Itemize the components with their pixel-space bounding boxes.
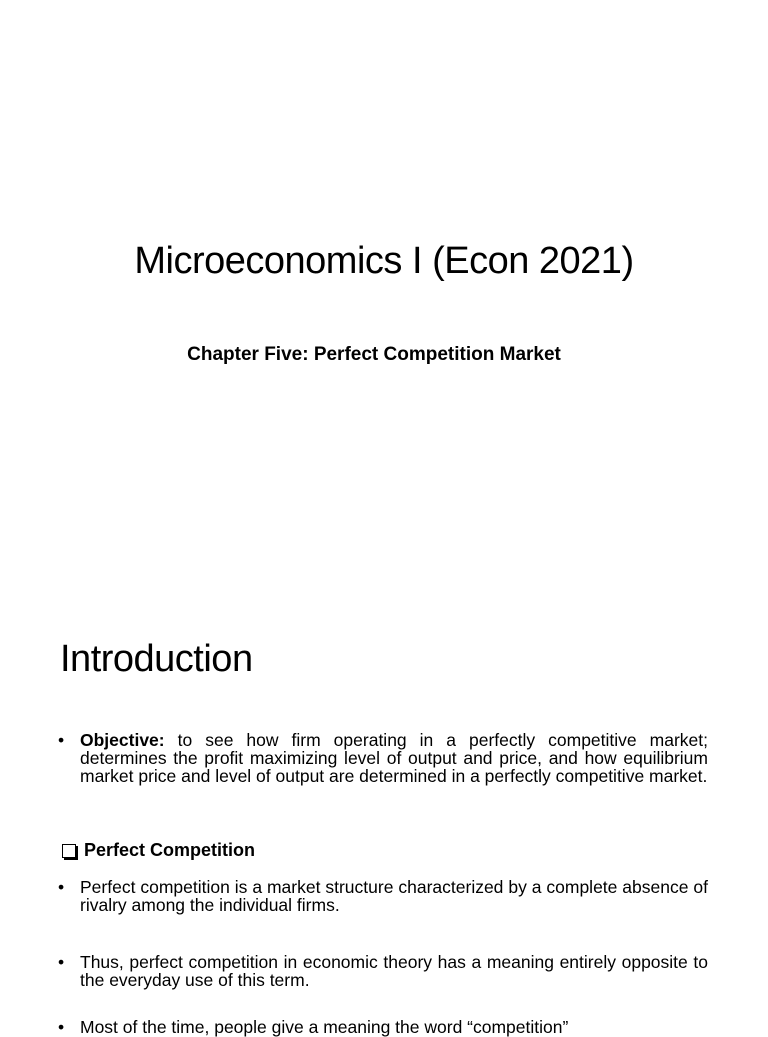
list-item xyxy=(58,1018,708,1036)
objective-bullet xyxy=(58,731,708,785)
introduction-heading: Introduction xyxy=(60,638,253,680)
bullet-dot: • xyxy=(58,952,65,972)
list-item xyxy=(58,878,708,914)
slide-subtitle: Chapter Five: Perfect Competition Market xyxy=(187,344,561,365)
section-title: Perfect Competition xyxy=(84,840,256,860)
list-item-text: Thus, perfect competition in economic theory has a meaning entirely opposite to the everyday use of this term. xyxy=(80,952,708,990)
objective-label: Objective: xyxy=(80,730,165,750)
slide-title: Microeconomics I (Econ 2021) xyxy=(134,240,634,282)
bullet-dot: • xyxy=(58,877,65,897)
list-item-text: Perfect competition is a market structure characterized by a complete absence of rivalry among the individual firms. xyxy=(80,877,708,915)
introduction-slide xyxy=(0,576,768,1037)
bullet-dot: • xyxy=(58,730,65,750)
bullet-dot: • xyxy=(58,1017,65,1037)
objective-text: to see how firm operating in a perfectly competitive market; determines the profit maximizing level of output and price, and how equilibrium market price and level of output are determined in a perfectly competitive market. xyxy=(80,730,708,786)
checkbox-square-icon xyxy=(62,844,76,858)
list-item-text: Most of the time, people give a meaning the word “competition” xyxy=(80,1017,569,1037)
perfect-competition-section xyxy=(62,840,255,861)
list-item xyxy=(58,953,708,989)
objective-text-block xyxy=(80,731,708,785)
